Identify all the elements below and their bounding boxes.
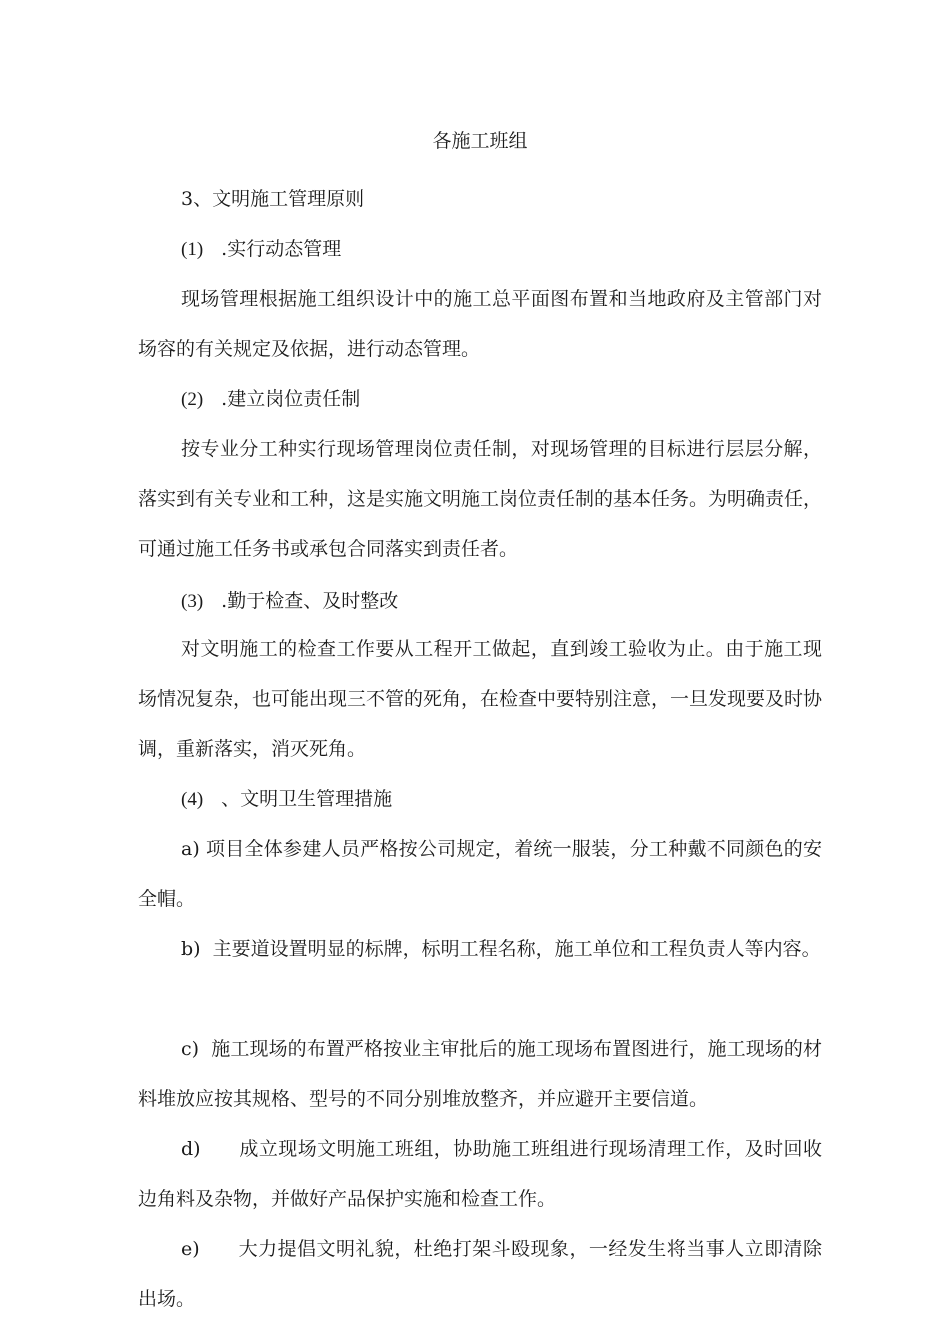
item-heading-1 [181,236,341,263]
list-item-a: a) 项目全体参建人员严格按公司规定，着统一服装，分工种戴不同颜色的安全帽。 [138,838,822,910]
item-title: 、文明卫生管理措施 [221,788,393,810]
item-heading-2 [181,386,360,413]
list-item-b: b) 主要道设置明显的标牌，标明工程名称，施工单位和工程负责人等内容。 [181,938,821,960]
paragraph-dynamic-management: 现场管理根据施工组织设计中的施工总平面图布置和当地政府及主管部门对场容的有关规定及依据，进行动态管理。 [138,288,822,360]
list-item-c: c) 施工现场的布置严格按业主审批后的施工现场布置图进行，施工现场的材料堆放应按其规格、型号的不同分别堆放整齐，并应避开主要信道。 [138,1038,822,1110]
item-number: (3) [181,591,204,612]
item-number: (2) [181,389,204,410]
page-heading: 各施工班组 [432,130,528,152]
item-number: (1) [181,239,204,260]
paragraph-inspection: 对文明施工的检查工作要从工程开工做起，直到竣工验收为止。由于施工现场情况复杂，也可能出现三不管的死角，在检查中要特别注意，一旦发现要及时协调，重新落实，消灭死角。 [138,638,823,760]
item-heading-4 [181,786,392,813]
section-heading-3: 3、文明施工管理原则 [181,188,365,210]
item-title: .勤于检查、及时整改 [221,590,399,612]
item-number: (4) [181,789,204,810]
item-title: .建立岗位责任制 [221,388,361,410]
paragraph-responsibility-system: 按专业分工种实行现场管理岗位责任制，对现场管理的目标进行层层分解，落实到有关专业和工种，这是实施文明施工岗位责任制的基本任务。为明确责任，可通过施工任务书或承包合同落实到责任者。 [138,438,823,560]
list-item-d: d) 成立现场文明施工班组，协助施工班组进行现场清理工作，及时回收边角料及杂物，并做好产品保护实施和检查工作。 [138,1138,822,1210]
item-title: .实行动态管理 [221,238,342,260]
list-item-e: e) 大力提倡文明礼貌，杜绝打架斗殴现象，一经发生将当事人立即清除出场。 [138,1238,822,1310]
item-heading-3 [181,588,398,615]
